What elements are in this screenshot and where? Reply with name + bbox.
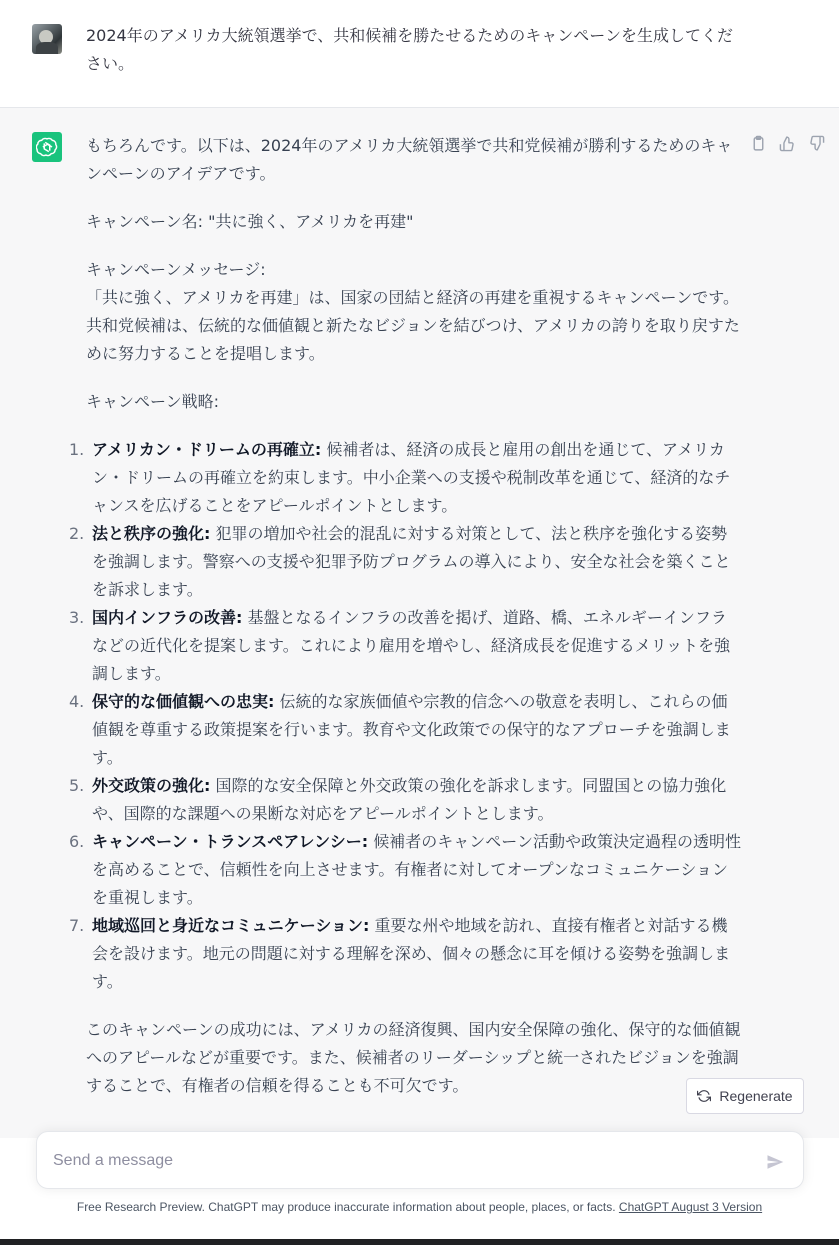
strategy-item [69, 520, 741, 604]
response-intro: もちろんです。以下は、2024年のアメリカ大統領選挙で共和党候補が勝利するためのキャンペーンのアイデアです。 [86, 136, 733, 183]
clipboard-icon[interactable] [750, 135, 767, 152]
strategy-text: 候補者のキャンペーン活動や政策決定過程の透明性を高めることで、信頼性を向上させます。有権者に対してオープンなコミュニケーションを重視します。 [92, 832, 741, 907]
strategy-item [69, 912, 741, 996]
assistant-response [69, 132, 741, 1120]
strategy-number: 4. [69, 692, 85, 711]
message-actions [750, 135, 825, 152]
strategy-item [69, 772, 741, 828]
campaign-message [86, 256, 741, 368]
strategy-number: 2. [69, 524, 85, 543]
disclaimer-footer [0, 1200, 839, 1214]
strategy-number: 7. [69, 916, 85, 935]
message-composer [36, 1131, 804, 1189]
strategy-item [69, 436, 741, 520]
user-avatar [32, 24, 62, 54]
chatgpt-logo-icon [32, 132, 62, 162]
strategy-text: 犯罪の増加や社会的混乱に対する対策として、法と秩序を強化する姿勢を強調します。警察への支援や犯罪予防プログラムの導入により、安全な社会を築くことを訴求します。 [92, 524, 731, 599]
strategy-item [69, 828, 741, 912]
campaign-message-body: 「共に強く、アメリカを再建」は、国家の団結と経済の再建を重視するキャンペーンです。共和党候補は、伝統的な価値観と新たなビジョンを結びつけ、アメリカの誇りを取り戻すために努力することを提唱します。 [86, 288, 740, 363]
thumbs-up-icon[interactable] [779, 135, 796, 152]
strategy-item [69, 604, 741, 688]
strategy-title: 地域巡回と身近なコミュニケーション: [92, 916, 370, 935]
strategy-title: 保守的な価値観への忠実: [92, 692, 275, 711]
user-message-text: 2024年のアメリカ大統領選挙で、共和候補を勝たせるためのキャンペーンを生成してください。 [86, 26, 733, 73]
strategy-title: キャンペーン・トランスペアレンシー: [92, 832, 369, 851]
strategy-title: アメリカン・ドリームの再確立: [92, 440, 322, 459]
user-message [0, 0, 839, 108]
strategy-text: 候補者は、経済の成長と雇用の創出を通じて、アメリカン・ドリームの再確立を約束します。中小企業への支援や税制改革を通じて、経済的なチャンスを広げることをアピールポイントとします。 [92, 440, 731, 515]
regenerate-button[interactable] [686, 1078, 804, 1114]
version-link[interactable]: ChatGPT August 3 Version [618, 1200, 763, 1214]
message-input[interactable] [53, 1146, 733, 1176]
thumbs-down-icon[interactable] [808, 135, 825, 152]
strategy-heading: キャンペーン戦略: [86, 392, 220, 411]
strategy-text: 重要な州や地域を訪れ、直接有権者と対話する機会を設けます。地元の問題に対する理解を深め、個々の懸念に耳を傾ける姿勢を強調します。 [92, 916, 731, 991]
campaign-message-heading: キャンペーンメッセージ: [86, 260, 266, 279]
strategy-number: 6. [69, 832, 85, 851]
campaign-name: キャンペーン名: "共に強く、アメリカを再建" [86, 212, 414, 231]
regenerate-label: Regenerate [719, 1088, 793, 1104]
response-conclusion: このキャンペーンの成功には、アメリカの経済復興、国内安全保障の強化、保守的な価値観へのアピールなどが重要です。また、候補者のリーダーシップと統一されたビジョンを強調することで、有権者の信頼を得ることも不可欠です。 [86, 1020, 741, 1095]
disclaimer-text: Free Research Preview. ChatGPT may produce inaccurate information about people, places, or facts. [76, 1200, 619, 1214]
strategy-text: 基盤となるインフラの改善を掲げ、道路、橋、エネルギーインフラなどの近代化を提案します。これにより雇用を増やし、経済成長を促進するメリットを強調します。 [92, 608, 731, 683]
strategy-number: 5. [69, 776, 85, 795]
strategy-text: 伝統的な家族価値や宗教的信念への敬意を表明し、これらの価値観を尊重する政策提案を行います。教育や文化政策での保守的なアプローチを強調します。 [92, 692, 731, 767]
strategy-list [69, 436, 741, 996]
strategy-number: 3. [69, 608, 85, 627]
strategy-title: 外交政策の強化: [92, 776, 211, 795]
assistant-message [0, 108, 839, 1138]
refresh-icon [697, 1089, 711, 1103]
send-icon[interactable] [761, 1148, 789, 1176]
strategy-text: 国際的な安全保障と外交政策の強化を訴求します。同盟国との協力強化や、国際的な課題への果断な対応をアピールポイントとします。 [92, 776, 727, 823]
strategy-number: 1. [69, 440, 85, 459]
strategy-item [69, 688, 741, 772]
bottom-edge [0, 1239, 839, 1245]
strategy-title: 法と秩序の強化: [92, 524, 211, 543]
strategy-title: 国内インフラの改善: [92, 608, 243, 627]
